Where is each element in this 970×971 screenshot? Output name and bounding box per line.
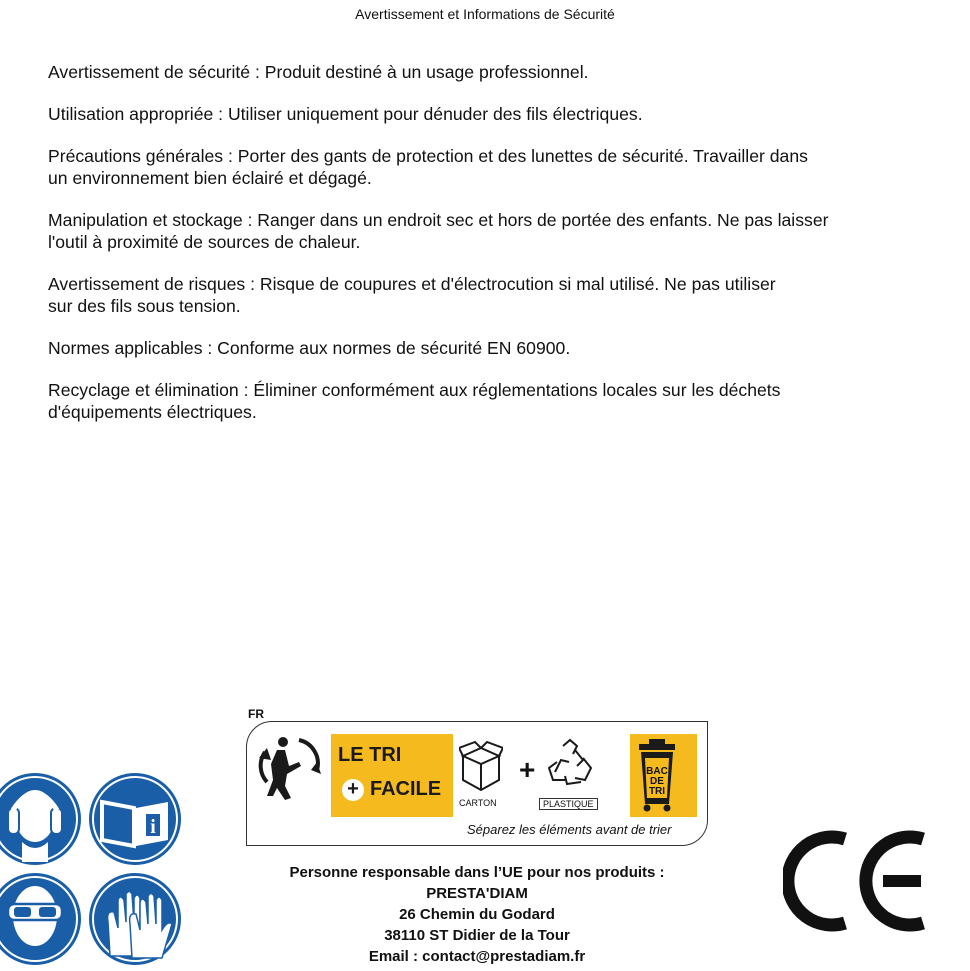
paragraph-handling [48, 209, 963, 253]
ce-mark-icon [783, 829, 931, 933]
paragraph-standards [48, 337, 963, 359]
email-address: Email : contact@prestadiam.fr [368, 948, 586, 965]
svg-text:i: i [150, 816, 156, 838]
plus-sign: + [519, 754, 536, 785]
paragraph-line: sur des fils sous tension. [48, 296, 241, 316]
page-title: Avertissement et Informations de Sécurité [355, 6, 615, 22]
bin-label-line: DE [650, 776, 664, 787]
responsible-heading: Personne responsable dans l’UE pour nos produits : [289, 864, 665, 881]
company-name: PRESTA'DIAM [426, 885, 528, 902]
tri-caption: Séparez les éléments avant de trier [467, 822, 672, 837]
paragraph-line: Utilisation appropriée : Utiliser uniquement pour dénuder des fils électriques. [48, 104, 643, 124]
read-manual-icon [88, 772, 182, 866]
bin-label-line: TRI [648, 786, 666, 797]
paragraph-safety-warning [48, 61, 963, 83]
city-address: 38110 ST Didier de la Tour [384, 927, 570, 944]
paragraph-line: un environnement bien éclairé et dégagé. [48, 168, 372, 188]
gloves-icon [88, 872, 182, 966]
paragraph-line: Précautions générales : Porter des gants de protection et des lunettes de sécurité. Travailler dans [48, 146, 808, 166]
triman-icon [255, 732, 325, 802]
plastique-label: PLASTIQUE [539, 798, 598, 810]
paragraph-precautions [48, 145, 963, 189]
carton-box-icon [459, 740, 503, 796]
paragraph-line: Recyclage et élimination : Éliminer conformément aux réglementations locales sur les déchets [48, 380, 781, 400]
paragraph-recycling [48, 379, 963, 423]
triman-label [246, 721, 708, 846]
paragraph-line: Manipulation et stockage : Ranger dans un endroit sec et hors de portée des enfants. Ne pas laisser [48, 210, 829, 230]
eye-protection-icon [0, 872, 82, 966]
bin-label [643, 767, 671, 797]
eu-responsible-person [246, 862, 708, 967]
plus-badge: + [342, 779, 364, 801]
paragraph-line: Normes applicables : Conforme aux normes de sécurité EN 60900. [48, 338, 571, 358]
ear-protection-icon [0, 772, 82, 866]
paragraph-line: l'outil à proximité de sources de chaleur. [48, 232, 361, 252]
bin-label-line: BAC [646, 766, 668, 777]
facile-text: FACILE [370, 778, 442, 800]
paragraph-line: d'équipements électriques. [48, 402, 257, 422]
paragraph-line: Avertissement de sécurité : Produit destiné à un usage professionnel. [48, 62, 589, 82]
carton-label: CARTON [459, 798, 497, 808]
paragraph-proper-use [48, 103, 963, 125]
paragraph-line: Avertissement de risques : Risque de coupures et d'électrocution si mal utilisé. Ne pas utiliser [48, 274, 776, 294]
street-address: 26 Chemin du Godard [399, 906, 555, 923]
le-tri-text: LE TRI [338, 744, 402, 766]
paragraph-risks [48, 273, 963, 317]
recycle-icon [547, 738, 593, 790]
country-code: FR [248, 707, 264, 721]
safety-text [48, 61, 963, 443]
